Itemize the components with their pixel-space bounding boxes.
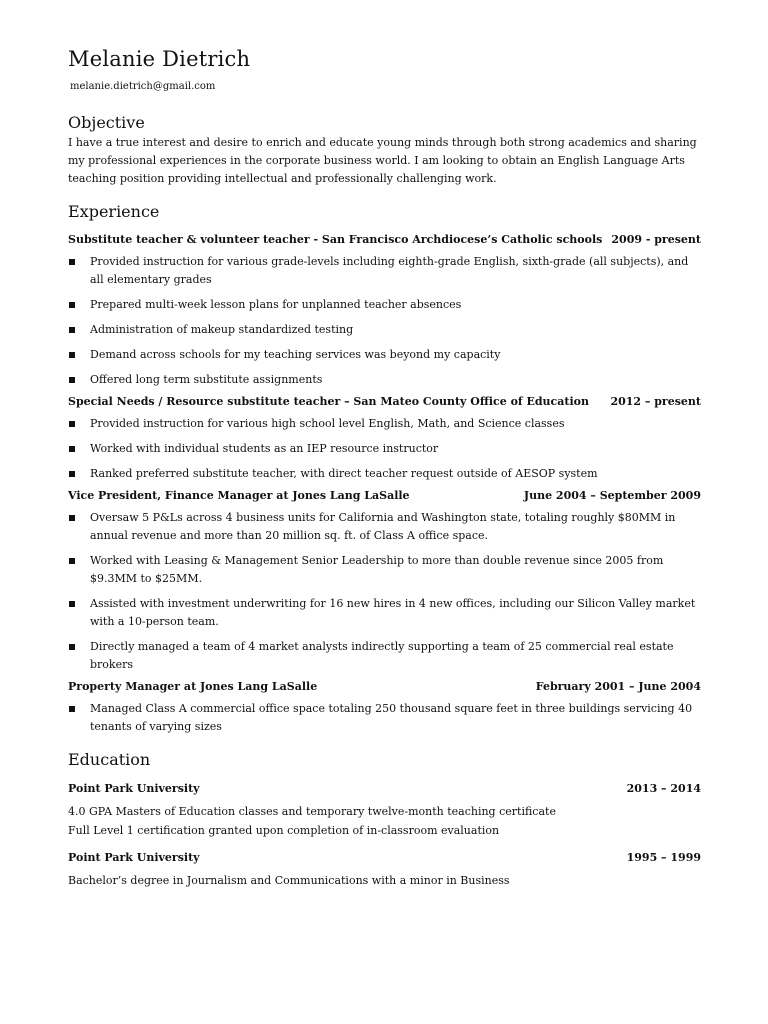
bullet-text: Provided instruction for various grade-levels including eighth-grade English, sixth-grade (all subjects), and all elementary grades — [90, 255, 689, 286]
job-header — [68, 679, 701, 695]
square-bullet-icon — [69, 302, 75, 308]
job-dates: 2009 - present — [611, 233, 701, 246]
bullet-text: Ranked preferred substitute teacher, with direct teacher request outside of AESOP system — [90, 467, 598, 480]
bullet-text: Assisted with investment underwriting for 16 new hires in 4 new offices, including our Silicon Valley market with a 10-person team. — [90, 597, 696, 628]
list-item — [68, 552, 701, 588]
objective-text: I have a true interest and desire to enrich and educate young minds through both strong academics and sharing my professional experiences in the corporate business world. I am looking to obtain an English Language Arts teaching position providing intellectual and professionally challenging work. — [68, 136, 697, 185]
job-bullets — [68, 253, 701, 389]
job-dates: June 2004 – September 2009 — [523, 489, 701, 502]
school-dates: 2013 – 2014 — [626, 782, 701, 795]
bullet-text: Demand across schools for my teaching services was beyond my capacity — [90, 348, 501, 361]
job-title: Special Needs / Resource substitute teacher – San Mateo County Office of Education — [68, 395, 589, 408]
candidate-name: Melanie Dietrich — [68, 47, 251, 71]
square-bullet-icon — [69, 515, 75, 521]
education-detail: Bachelor’s degree in Journalism and Communications with a minor in Business — [68, 874, 510, 887]
job-entry — [68, 394, 701, 483]
email-address: melanie.dietrich@gmail.com — [70, 81, 216, 92]
bullet-text: Worked with individual students as an IEP resource instructor — [90, 442, 439, 455]
job-entry — [68, 679, 701, 736]
education-entry — [68, 781, 701, 840]
list-item — [68, 253, 701, 289]
job-header — [68, 394, 701, 410]
job-header — [68, 488, 701, 504]
square-bullet-icon — [69, 558, 75, 564]
school-name: Point Park University — [68, 782, 200, 795]
job-dates: 2012 – present — [610, 395, 701, 408]
square-bullet-icon — [69, 421, 75, 427]
bullet-text: Administration of makeup standardized testing — [90, 323, 354, 336]
school-header — [68, 850, 701, 866]
list-item — [68, 321, 701, 339]
bullet-text: Offered long term substitute assignments — [90, 373, 323, 386]
job-title: Vice President, Finance Manager at Jones Lang LaSalle — [68, 489, 410, 502]
list-item — [68, 700, 701, 736]
job-bullets — [68, 509, 701, 674]
list-item — [68, 415, 701, 433]
square-bullet-icon — [69, 446, 75, 452]
job-dates: February 2001 – June 2004 — [535, 680, 701, 693]
school-header — [68, 781, 701, 797]
bullet-text: Prepared multi-week lesson plans for unplanned teacher absences — [90, 298, 462, 311]
list-item — [68, 346, 701, 364]
list-item — [68, 296, 701, 314]
job-entry — [68, 232, 701, 389]
list-item — [68, 595, 701, 631]
education-heading: Education — [68, 750, 151, 769]
objective-heading: Objective — [68, 113, 145, 132]
bullet-text: Oversaw 5 P&Ls across 4 business units for California and Washington state, totaling roughly $80MM in annual revenue and more than 20 million sq. ft. of Class A office space. — [90, 511, 676, 542]
experience-heading: Experience — [68, 202, 160, 221]
square-bullet-icon — [69, 471, 75, 477]
education-detail: 4.0 GPA Masters of Education classes and temporary twelve-month teaching certificate — [68, 805, 556, 818]
job-bullets — [68, 700, 701, 736]
bullet-text: Managed Class A commercial office space totaling 250 thousand square feet in three buildings servicing 40 tenants of varying sizes — [90, 702, 693, 733]
square-bullet-icon — [69, 377, 75, 383]
bullet-text: Provided instruction for various high school level English, Math, and Science classes — [90, 417, 565, 430]
job-bullets — [68, 415, 701, 483]
bullet-text: Directly managed a team of 4 market analysts indirectly supporting a team of 25 commercial real estate brokers — [90, 640, 674, 671]
square-bullet-icon — [69, 644, 75, 650]
bullet-text: Worked with Leasing & Management Senior Leadership to more than double revenue since 2005 from $9.3MM to $25MM. — [90, 554, 664, 585]
job-entry — [68, 488, 701, 674]
list-item — [68, 509, 701, 545]
job-title: Property Manager at Jones Lang LaSalle — [68, 680, 318, 693]
list-item — [68, 440, 701, 458]
list-item — [68, 638, 701, 674]
education-detail: Full Level 1 certification granted upon completion of in-classroom evaluation — [68, 824, 500, 837]
square-bullet-icon — [69, 327, 75, 333]
square-bullet-icon — [69, 601, 75, 607]
list-item — [68, 465, 701, 483]
school-name: Point Park University — [68, 851, 200, 864]
square-bullet-icon — [69, 706, 75, 712]
square-bullet-icon — [69, 352, 75, 358]
list-item — [68, 371, 701, 389]
school-dates: 1995 – 1999 — [626, 851, 701, 864]
education-entry — [68, 850, 701, 890]
square-bullet-icon — [69, 259, 75, 265]
job-title: Substitute teacher & volunteer teacher - San Francisco Archdiocese’s Catholic schools — [68, 233, 603, 246]
job-header — [68, 232, 701, 248]
